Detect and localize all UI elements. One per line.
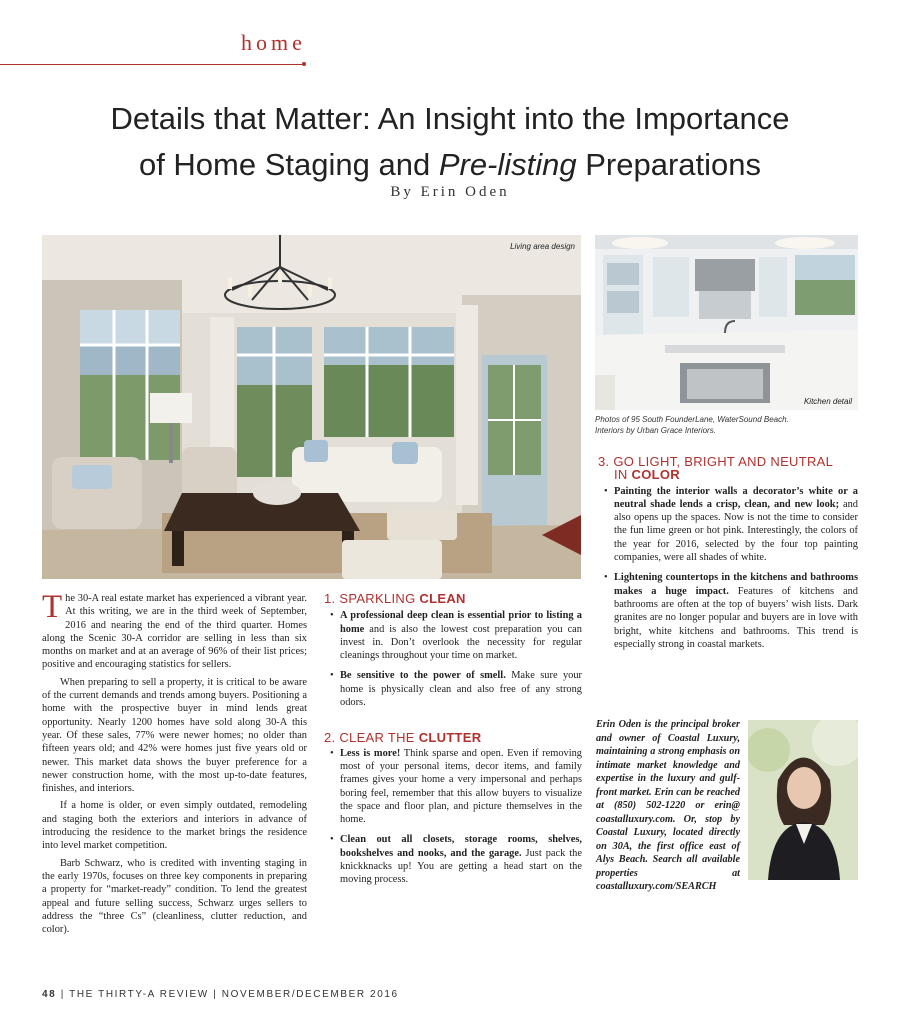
kitchen-caption: Kitchen detail xyxy=(803,397,852,406)
footer-publication: THE THIRTY-A REVIEW xyxy=(69,989,209,1000)
bullet-lead: Lightening countertops in the kitchens and bathrooms makes a huge impact. xyxy=(614,572,858,597)
bullet-lead: Clean out all closets, storage rooms, shelves, bookshelves and nooks, and the garage. xyxy=(340,834,582,859)
col1-paragraph-1: he 30-A real estate market has experienced a vibrant year. At this writing, we are in the third week of September, 2016 and nearing the end of the third quarter. Homes along the Scenic 30-A corridor are selling in less than six months on market and at an average of 96% of their list prices; positive and encouraging statistics for sellers. xyxy=(42,593,307,671)
col1-paragraph-4: Barb Schwarz, who is credited with inventing staging in the early 1970s, focuses on three key components in preparing a property for “market-ready” condition. To lend the greatest appeal and future selling success, Schwarz urges sellers to address the “three Cs” (cleanliness, clutter reduction, and color). xyxy=(42,857,307,936)
col1-paragraph-2: When preparing to sell a property, it is critical to be aware of the current demands and trends among buyers. Positioning a home with the prospective buyer in mind lends great opportunity. Nearly 1200 homes have sold along 30-A this year. Of these sales, 77% were newer homes; no older than fifteen years old; and 42% were homes just five years old or newer. This market data shows the buyer preference for a newer construction home, with the most up-to-date features, finishes, and interiors. xyxy=(42,676,307,795)
heading-2-num: 2. CLEAR THE xyxy=(324,730,419,746)
footer-sep: | xyxy=(60,989,65,1000)
article-title xyxy=(40,96,860,188)
section-tag: home xyxy=(241,30,306,55)
heading-3-bold: COLOR xyxy=(631,467,680,483)
bullet-lead: Painting the interior walls a decorator’s white or a neutral shade lends a crisp, clean, and new look; xyxy=(614,485,858,510)
list-item xyxy=(340,833,582,886)
bullet-text: and is also the lowest cost preparation you can invest in. Don’t overlook the necessity for regular cleanings throughout your time on market. xyxy=(340,623,582,662)
page-number: 48 xyxy=(42,989,57,1000)
heading-1-bold: CLEAN xyxy=(419,591,466,606)
top-rule-dot xyxy=(302,62,306,66)
author-portrait xyxy=(748,720,858,880)
section-heading-3 xyxy=(598,455,858,482)
photo-credit-line-1: Photos of 95 South FounderLane, WaterSound Beach. xyxy=(595,415,789,424)
list-item xyxy=(614,571,858,651)
living-room-photo xyxy=(42,235,581,579)
column-3 xyxy=(598,455,858,658)
bullet-lead: Be sensitive to the power of smell. xyxy=(340,670,506,682)
heading-1-num: 1. SPARKLING xyxy=(324,591,420,606)
photo-credit-line-2: Interiors by Urban Grace Interiors. xyxy=(595,426,716,435)
heading-3-line-1: 3. GO LIGHT, BRIGHT AND NEUTRAL xyxy=(598,454,834,469)
page-footer xyxy=(42,989,399,1000)
bullet-text: Make sure your home is physically clean and also free of any strong odors. xyxy=(340,670,582,709)
bullet-text: Just pack the knickknacks up! You are getting a head start on the moving process. xyxy=(340,847,582,886)
column-1 xyxy=(42,589,307,936)
column-2 xyxy=(324,592,582,894)
author-bio: Erin Oden is the principal broker and owner of Coastal Luxury, maintaining a strong emphasis on intimate market knowledge and expertise in the luxury and gulf-front market. Erin can be reached at (850) 502-1220 or erin@ coastalluxury.com. Or, stop by Coastal Luxury, located directly on 30A, the first office east of Alys Beach. Search all available properties at coastalluxury.com/SEARCH xyxy=(596,719,740,892)
title-line-2-post: Preparations xyxy=(576,147,762,182)
col1-paragraph-3: If a home is older, or even simply outdated, remodeling and staging both the exteriors and interiors in advance of introducing the residence to the market brings the residence into level market competition. xyxy=(42,800,307,852)
living-room-caption: Living area design xyxy=(510,242,575,251)
title-line-2-em: Pre-listing xyxy=(438,147,577,182)
heading-2-bold: CLUTTER xyxy=(418,730,482,746)
list-item xyxy=(340,669,582,709)
section-heading-1 xyxy=(324,592,582,605)
bullet-text: and also opens up the spaces. Now is not the time to consider the fun lime green or hot pink. Interestingly, the colors of the year for 2016, selected by the four top painting companies, were all shades of white. xyxy=(614,498,859,564)
title-line-1: Details that Matter: An Insight into the Importance xyxy=(110,101,790,136)
title-line-2-pre: of Home Staging and xyxy=(138,147,439,182)
list-item xyxy=(614,485,858,565)
list-item xyxy=(340,747,582,827)
bullet-lead: Less is more! xyxy=(340,747,401,759)
bullet-lead: A professional deep clean is essential prior to listing a home xyxy=(340,610,582,635)
list-item xyxy=(340,609,582,662)
footer-issue: NOVEMBER/DECEMBER 2016 xyxy=(221,989,399,1000)
heading-3-in: IN xyxy=(614,467,632,483)
top-rule xyxy=(0,64,304,65)
section-heading-2 xyxy=(324,731,582,744)
bullet-text: Features of kitchens and bathrooms are often at the top of buyers’ wish lists. Dark granites are no longer popular and buyers are in love with bright, white kitchens and bathrooms. This trend is especially strong in coastal markets. xyxy=(614,585,858,650)
section-3-list xyxy=(598,485,858,652)
section-2-list xyxy=(324,747,582,887)
photo-credit xyxy=(595,414,858,436)
drop-cap: T xyxy=(42,589,63,625)
section-1-list xyxy=(324,609,582,709)
byline: By Erin Oden xyxy=(390,184,510,200)
bullet-text: Think sparse and open. Even if removing most of your personal items, decor items, and family frames gives your home a very impersonal and perhaps boring feel, remember that this allow buyers to visualize the space and floor plan, and picture themselves in the home. xyxy=(340,747,582,826)
footer-sep: | xyxy=(213,989,218,1000)
kitchen-photo xyxy=(595,235,858,410)
